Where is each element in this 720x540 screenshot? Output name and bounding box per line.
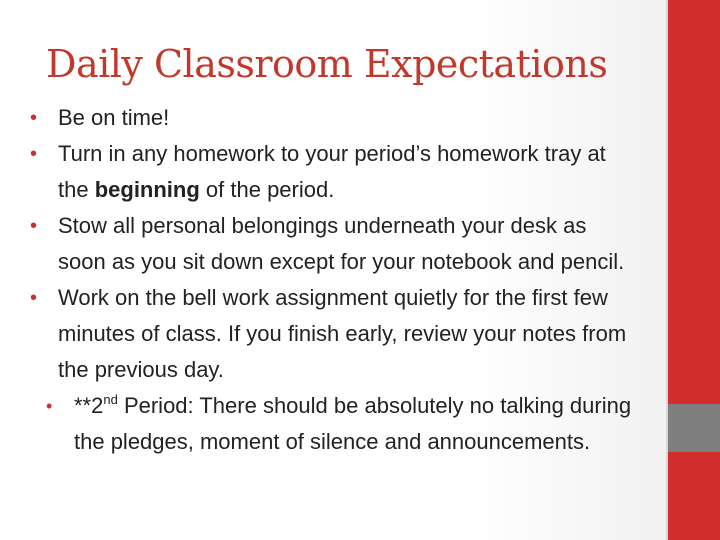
bullet-text: Work on the bell work assignment quietly for the first few minutes of class. If you finish early, review your notes from the previous day.: [58, 285, 627, 382]
bullet-icon: •: [30, 287, 38, 309]
bullet-bold-text: beginning: [94, 177, 200, 202]
bullet-text: Stow all personal belongings underneath your desk as soon as you sit down except for your notebook and pencil.: [58, 213, 625, 274]
accent-block: [668, 404, 720, 452]
sub-bullet-prefix: **2: [74, 393, 104, 418]
bullet-icon: •: [30, 215, 38, 237]
bullet-text: Turn in any homework to your period’s homework tray at the: [58, 141, 606, 202]
sub-bullet-superscript: nd: [103, 392, 118, 407]
sub-bullet-text: Period: There should be absolutely no talking during the pledges, moment of silence and announcements.: [74, 393, 632, 454]
sub-bullet-item: [46, 388, 640, 460]
bullet-item: [30, 208, 640, 280]
bullet-icon: •: [30, 107, 38, 129]
bullet-icon: •: [30, 143, 38, 165]
bullet-item: [30, 280, 640, 388]
bullet-list: [30, 100, 640, 460]
bullet-item: [30, 136, 640, 208]
accent-strip: [668, 0, 720, 540]
bullet-text: of the period.: [199, 177, 335, 202]
bullet-text: Be on time!: [58, 105, 170, 130]
slide-title: Daily Classroom Expectations: [46, 42, 608, 86]
bullet-icon: •: [46, 396, 53, 416]
bullet-item: [30, 100, 640, 136]
